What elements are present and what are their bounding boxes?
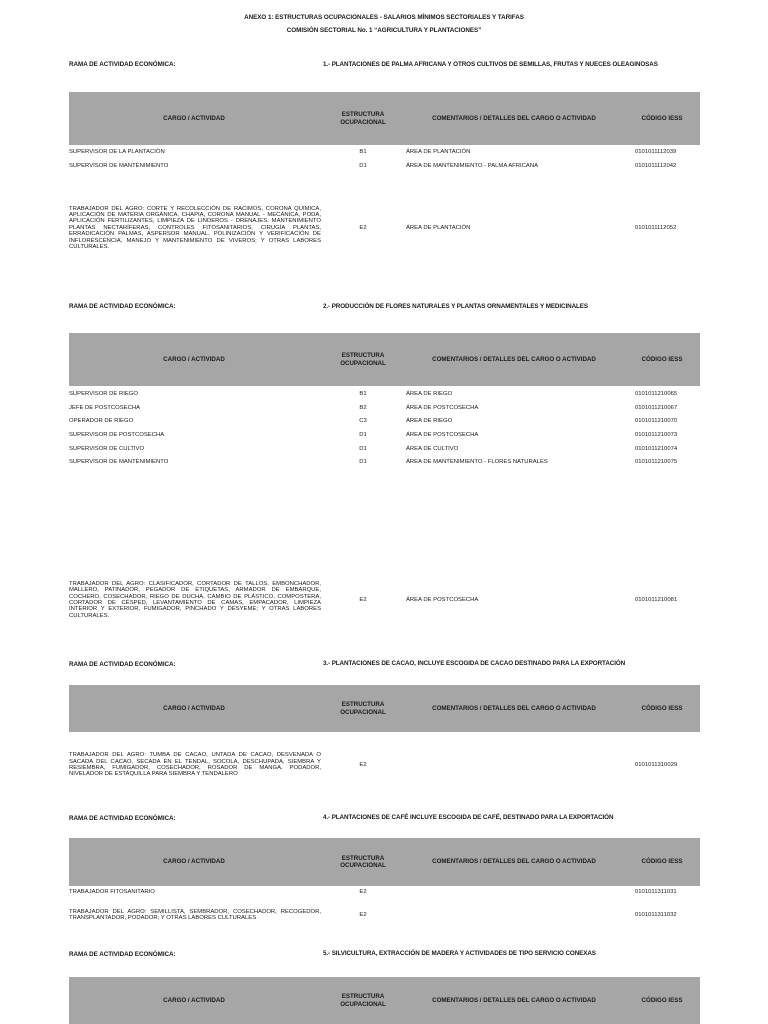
table-row — [69, 444, 700, 454]
codigo-cell: 0101011210065 — [635, 390, 678, 397]
estructura-cell: B1 — [359, 390, 367, 397]
col-estructura-header: ESTRUCTURA OCUPACIONAL — [340, 701, 386, 716]
rama-title: 4.- PLANTACIONES DE CAFÉ INCLUYE ESCOGIDA DE CAFÉ, DESTINADO PARA LA EXPORTACIÓN — [323, 814, 614, 821]
table-row — [69, 887, 700, 897]
rama-label: RAMA DE ACTIVIDAD ECONÓMICA: — [69, 661, 176, 668]
rama-title: 3.- PLANTACIONES DE CACAO, INCLUYE ESCOGIDA DE CACAO DESTINADO PARA LA EXPORTACIÓN — [323, 660, 626, 667]
estructura-cell: D1 — [359, 458, 367, 465]
table-row — [69, 457, 700, 467]
col-comentarios-header: COMENTARIOS / DETALLES DEL CARGO O ACTIVIDAD — [432, 355, 596, 363]
table-row — [69, 161, 700, 171]
col-estructura-header: ESTRUCTURA OCUPACIONAL — [340, 111, 386, 126]
estructura-cell: E2 — [359, 596, 367, 603]
table-row — [69, 147, 700, 157]
codigo-cell: 0101011210067 — [635, 404, 678, 411]
table-header — [69, 333, 700, 386]
comentario-cell — [406, 903, 626, 927]
col-comentarios-header: COMENTARIOS / DETALLES DEL CARGO O ACTIVIDAD — [432, 858, 596, 866]
col-estructura-header: ESTRUCTURA OCUPACIONAL — [340, 993, 386, 1008]
rama-label: RAMA DE ACTIVIDAD ECONÓMICA: — [69, 61, 176, 68]
table-header — [69, 838, 700, 886]
table-row — [69, 903, 700, 927]
codigo-cell: 0101011112039 — [635, 148, 677, 155]
rama-label: RAMA DE ACTIVIDAD ECONÓMICA: — [69, 303, 176, 310]
cargo-cell: OPERADOR DE RIEGO — [69, 417, 134, 424]
col-comentarios-header: COMENTARIOS / DETALLES DEL CARGO O ACTIVIDAD — [432, 114, 596, 122]
table-header — [69, 92, 700, 145]
estructura-cell: E2 — [359, 224, 367, 231]
col-cargo-header: CARGO / ACTIVIDAD — [163, 858, 225, 866]
estructura-cell: E2 — [359, 888, 367, 895]
col-cargo-header: CARGO / ACTIVIDAD — [163, 355, 225, 363]
comentario-cell: ÁREA DE POSTCOSECHA — [406, 596, 479, 603]
estructura-cell: D1 — [359, 162, 367, 169]
comentario-cell: ÁREA DE PLANTACIÓN — [406, 224, 471, 231]
table-row — [69, 403, 700, 413]
rama-label: RAMA DE ACTIVIDAD ECONÓMICA: — [69, 815, 176, 822]
estructura-cell: C3 — [359, 417, 367, 424]
codigo-cell: 0101011310029 — [635, 761, 678, 768]
comentario-cell — [406, 740, 626, 790]
codigo-cell: 0101011210070 — [635, 417, 678, 424]
table-row — [69, 389, 700, 399]
estructura-cell: D1 — [359, 445, 367, 452]
col-estructura-header: ESTRUCTURA OCUPACIONAL — [340, 854, 386, 869]
codigo-cell: 0101011311031 — [635, 888, 677, 895]
codigo-cell: 0101011210074 — [635, 445, 678, 452]
cargo-cell: SUPERVISOR DE RIEGO — [69, 390, 138, 397]
comentario-cell: ÁREA DE MANTENIMIENTO - PALMA AFRICANA — [406, 162, 539, 169]
cargo-cell: TRABAJADOR DEL AGRO: CORTE Y RECOLECCIÓN DE RACIMOS, CORONA QUÍMICA, APLICACIÓN DE MATERIA ORGÁNICA, CHAPIA, CORONA MANUAL - MECÁNICA, PODA, APLICACIÓN FERTILIZANTES, LIMPIEZA DE LINDEROS - DRENAJES, MANTENIMIENTO PLANTAS NECTARÍFERAS, CONTROLES FITOSANITARIOS, CIRUGÍA PLANTAS, ERRADICACIÓN PALMAS, ASPERSOR MANUAL, POLINIZACIÓN Y VERIFICACIÓN DE INFLORESCENCIA, MANEJO Y MANTENIMIENTO DE VIVEROS; Y OTRAS LABORES CULTURALES. — [69, 205, 321, 251]
rama-title: 2.- PRODUCCIÓN DE FLORES NATURALES Y PLANTAS ORNAMENTALES Y MEDICINALES — [323, 303, 588, 310]
comentario-cell: ÁREA DE POSTCOSECHA — [406, 404, 479, 411]
document-title: ANEXO 1: ESTRUCTURAS OCUPACIONALES - SALARIOS MÍNIMOS SECTORIALES Y TARIFAS — [244, 14, 524, 21]
codigo-cell: 0101011311032 — [635, 911, 677, 918]
cargo-cell: JEFE DE POSTCOSECHA — [69, 404, 141, 411]
col-cargo-header: CARGO / ACTIVIDAD — [163, 704, 225, 712]
codigo-cell: 0101011112042 — [635, 162, 677, 169]
comentario-cell: ÁREA DE CULTIVO — [406, 445, 459, 452]
codigo-cell: 0101011210073 — [635, 431, 678, 438]
cargo-cell: TRABAJADOR DEL AGRO: CLASIFICADOR, CORTADOR DE TALLOS, EMBONCHADOR, MALLERO, PATINADOR, PEGADOR DE ETIQUETAS, ARMADOR DE EMBARQUE, COCHERO, COSECHADOR, RIEGO DE DUCHA, CAMBIO DE PLÁSTICO, COMPOSTERA, CORTADOR DE CÉSPED, LEVANTAMIENTO DE CAMAS, EMPACADOR, LIMPIEZA INTERIOR Y EXTERIOR, FUMIGADOR, PINCHADO Y DESYEME; Y OTRAS LABORES CULTURALES. — [69, 580, 321, 619]
table-row — [69, 430, 700, 440]
col-codigo-header: CÓDIGO IESS — [641, 996, 683, 1004]
codigo-cell: 0101011112052 — [635, 224, 677, 231]
estructura-cell: D1 — [359, 431, 367, 438]
codigo-cell: 0101011210075 — [635, 458, 678, 465]
comentario-cell: ÁREA DE PLANTACIÓN — [406, 148, 471, 155]
cargo-cell: SUPERVISOR DE POSTCOSECHA — [69, 431, 165, 438]
rama-title: 5.- SILVICULTURA, EXTRACCIÓN DE MADERA Y ACTIVIDADES DE TIPO SERVICIO CONEXAS — [323, 950, 596, 957]
comentario-cell: ÁREA DE MANTENIMIENTO - FLORES NATURALES — [406, 458, 548, 465]
rama-title: 1.- PLANTACIONES DE PALMA AFRICANA Y OTROS CULTIVOS DE SEMILLAS, FRUTAS Y NUECES OLEAGINOSAS — [323, 61, 658, 68]
col-codigo-header: CÓDIGO IESS — [641, 704, 683, 712]
table-row — [69, 568, 700, 632]
cargo-cell: SUPERVISOR DE LA PLANTACIÓN — [69, 148, 165, 155]
comentario-cell: ÁREA DE RIEGO — [406, 390, 453, 397]
col-cargo-header: CARGO / ACTIVIDAD — [163, 114, 225, 122]
document-subtitle: COMISIÓN SECTORIAL No. 1 “AGRICULTURA Y PLANTACIONES” — [286, 27, 482, 34]
estructura-cell: B2 — [359, 404, 367, 411]
estructura-cell: B1 — [359, 148, 367, 155]
comentario-cell: ÁREA DE RIEGO — [406, 417, 453, 424]
col-codigo-header: CÓDIGO IESS — [641, 114, 683, 122]
table-row — [69, 193, 700, 263]
codigo-cell: 0101011210081 — [635, 596, 678, 603]
comentario-cell: ÁREA DE POSTCOSECHA — [406, 431, 479, 438]
col-codigo-header: CÓDIGO IESS — [641, 858, 683, 866]
col-estructura-header: ESTRUCTURA OCUPACIONAL — [340, 352, 386, 367]
col-cargo-header: CARGO / ACTIVIDAD — [163, 996, 225, 1004]
col-comentarios-header: COMENTARIOS / DETALLES DEL CARGO O ACTIVIDAD — [432, 704, 596, 712]
rama-label: RAMA DE ACTIVIDAD ECONÓMICA: — [69, 951, 176, 958]
cargo-cell: SUPERVISOR DE MANTENIMIENTO — [69, 458, 169, 465]
table-header — [69, 977, 700, 1024]
table-row — [69, 740, 700, 790]
cargo-cell: TRABAJADOR DEL AGRO: SEMILLISTA, SEMBRADOR, COSECHADOR, RECOGEDOR, TRANSPLANTADOR, PODADOR; Y OTRAS LABORES CULTURALES — [69, 908, 321, 921]
cargo-cell: TRABAJADOR FITOSANITARIO — [69, 888, 155, 895]
cargo-cell: SUPERVISOR DE CULTIVO — [69, 445, 145, 452]
table-header — [69, 685, 700, 732]
estructura-cell: E2 — [359, 911, 367, 918]
table-row — [69, 416, 700, 426]
estructura-cell: E2 — [359, 761, 367, 768]
col-comentarios-header: COMENTARIOS / DETALLES DEL CARGO O ACTIVIDAD — [432, 996, 596, 1004]
col-codigo-header: CÓDIGO IESS — [641, 355, 683, 363]
cargo-cell: SUPERVISOR DE MANTENIMIENTO — [69, 162, 169, 169]
cargo-cell: TRABAJADOR DEL AGRO: TUMBA DE CACAO, UNTADA DE CACAO, DESVENADA O SACADA DEL CACAO, SECADA EN EL TENDAL, SOCOLA, DESCHUPADA, SIEMBRA Y RESIEMBRA, FUMIGADOR, COSECHADOR, ROSADOR DE MANGA, PODADOR, NIVELADOR DE ESTAQUILLA PARA SIEMBRA Y TENDALERO — [69, 752, 321, 778]
comentario-cell — [406, 887, 626, 897]
